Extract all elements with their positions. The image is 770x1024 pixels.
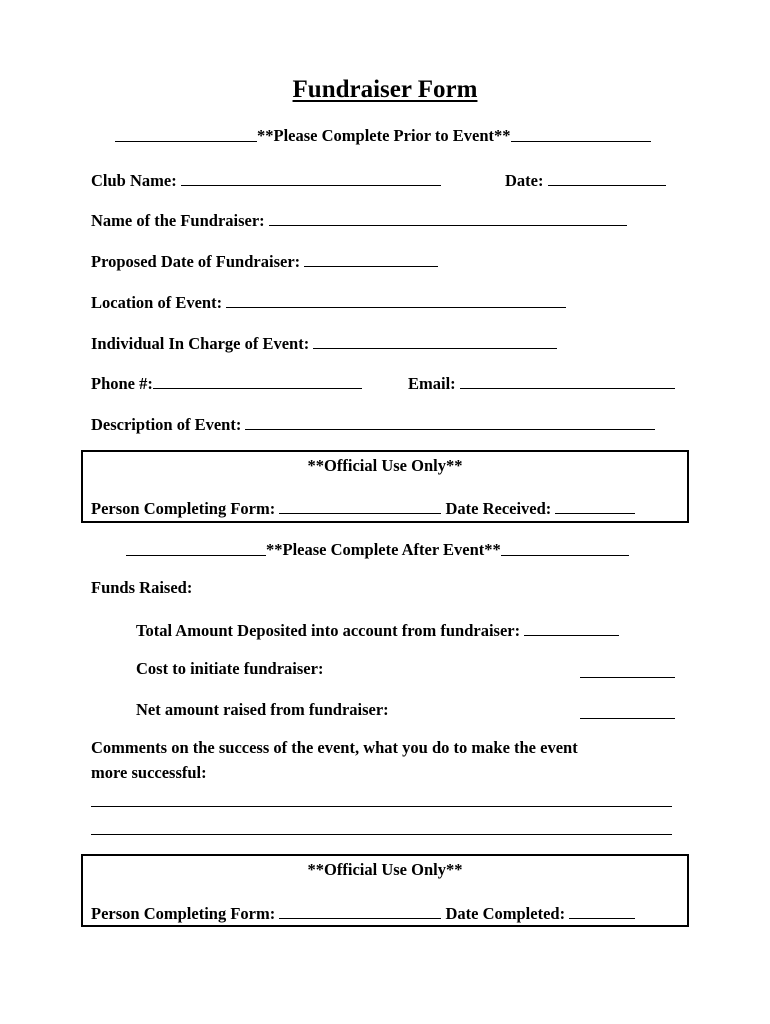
comments-line-1[interactable] (91, 806, 672, 807)
phone-field[interactable] (153, 371, 362, 389)
total-deposited-label: Total Amount Deposited into account from fundraiser: (136, 621, 521, 640)
email-field[interactable] (460, 371, 675, 389)
official-person-row-2 (91, 901, 635, 924)
fundraiser-name-label: Name of the Fundraiser: (91, 211, 265, 230)
form-title: Fundraiser Form (292, 76, 478, 103)
date-received-field[interactable] (555, 496, 635, 514)
official-person-row-1 (91, 496, 635, 519)
club-name-field[interactable] (181, 168, 441, 186)
proposed-date-row (91, 249, 438, 272)
after-event-heading: **Please Complete After Event** (266, 540, 501, 559)
comments-label-continued: more successful: (91, 763, 207, 782)
description-label: Description of Event: (91, 415, 242, 434)
date-received-label: Date Received: (445, 499, 552, 518)
location-field[interactable] (226, 290, 566, 308)
date-field[interactable] (548, 168, 666, 186)
club-name-label: Club Name: (91, 171, 177, 190)
individual-row (91, 331, 557, 354)
individual-label: Individual In Charge of Event: (91, 334, 310, 353)
date-completed-label: Date Completed: (445, 904, 566, 923)
person-completing-label-1: Person Completing Form: (91, 499, 276, 518)
proposed-date-label: Proposed Date of Fundraiser: (91, 252, 301, 271)
official-use-box-2 (81, 854, 689, 927)
banner-left-line (115, 141, 257, 142)
banner-left-line-2 (126, 555, 266, 556)
cost-field[interactable] (580, 677, 675, 678)
funds-raised-heading: Funds Raised: (91, 578, 193, 597)
banner-right-line-2 (501, 555, 629, 556)
email-label: Email: (408, 374, 456, 393)
location-row (91, 290, 566, 313)
person-completing-label-2: Person Completing Form: (91, 904, 276, 923)
total-deposited-field[interactable] (524, 618, 619, 636)
comments-line-2[interactable] (91, 834, 672, 835)
after-event-banner (126, 540, 629, 560)
description-field[interactable] (245, 412, 655, 430)
official-use-heading-2: **Official Use Only** (307, 860, 463, 879)
date-label: Date: (505, 171, 544, 190)
cost-label: Cost to initiate fundraiser: (136, 659, 324, 678)
official-use-box-1 (81, 450, 689, 523)
club-name-row (91, 168, 441, 191)
phone-row (91, 371, 362, 394)
person-completing-field-2[interactable] (279, 901, 441, 919)
email-row (408, 371, 675, 394)
banner-right-line (511, 141, 651, 142)
comments-label: Comments on the success of the event, what you do to make the event (91, 738, 578, 757)
individual-field[interactable] (313, 331, 557, 349)
phone-label: Phone #: (91, 374, 153, 393)
proposed-date-field[interactable] (304, 249, 438, 267)
fundraiser-name-field[interactable] (269, 208, 627, 226)
net-field[interactable] (580, 718, 675, 719)
net-label: Net amount raised from fundraiser: (136, 700, 389, 719)
date-row (505, 168, 666, 191)
location-label: Location of Event: (91, 293, 223, 312)
prior-event-heading: **Please Complete Prior to Event** (257, 126, 511, 145)
total-deposited-row (136, 618, 619, 641)
prior-event-banner (115, 126, 651, 146)
person-completing-field-1[interactable] (279, 496, 441, 514)
date-completed-field[interactable] (569, 901, 635, 919)
description-row (91, 412, 655, 435)
fundraiser-name-row (91, 208, 627, 231)
official-use-heading-1: **Official Use Only** (307, 456, 463, 475)
